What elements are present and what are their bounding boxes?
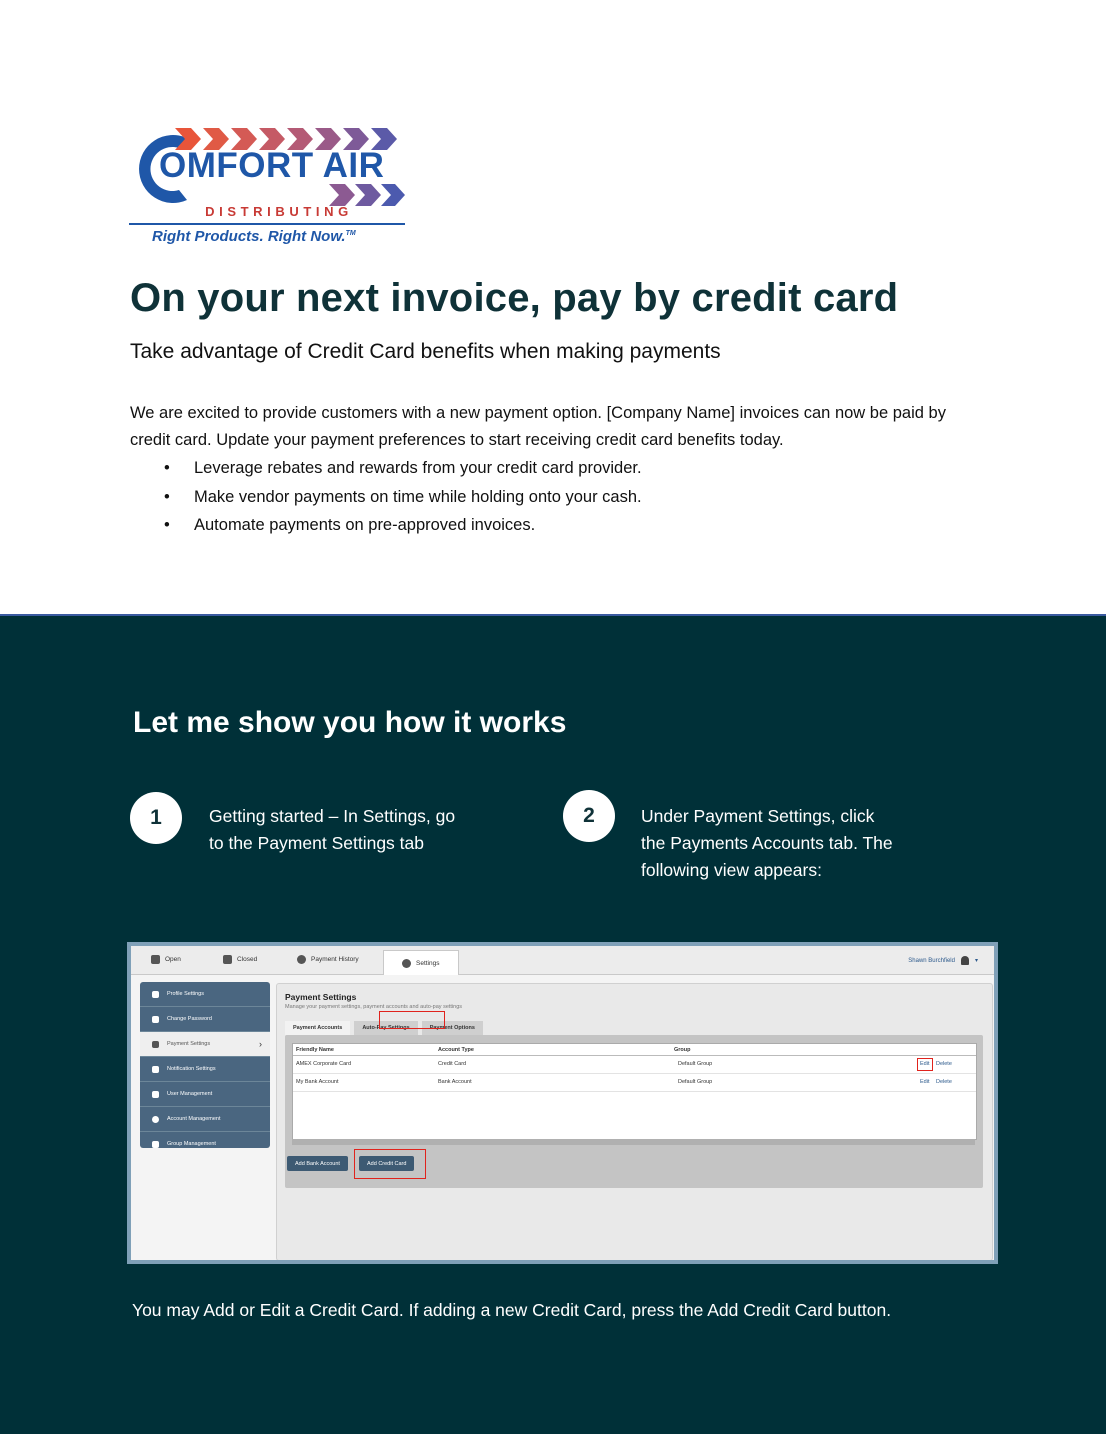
sidebar-item-group-management[interactable] bbox=[140, 1132, 270, 1156]
account-name: AMEX Corporate Card bbox=[296, 1061, 352, 1067]
envelope-icon bbox=[152, 1066, 159, 1073]
table-header bbox=[293, 1044, 976, 1056]
highlight-add-card-box bbox=[354, 1149, 426, 1179]
edit-link[interactable]: Edit bbox=[920, 1061, 930, 1067]
bullet-icon: • bbox=[164, 459, 170, 477]
user-name: Shawn Burchfield bbox=[908, 957, 955, 964]
screenshot-canvas bbox=[131, 946, 994, 1260]
sidebar-item-profile-settings[interactable] bbox=[140, 982, 270, 1007]
edit-link[interactable]: Edit bbox=[920, 1079, 930, 1085]
person-icon bbox=[152, 991, 159, 998]
step-1-line: Getting started – In Settings, go bbox=[209, 806, 456, 826]
sidebar-item-label: Change Password bbox=[167, 1016, 212, 1022]
add-bank-account-button[interactable]: Add Bank Account bbox=[287, 1156, 348, 1171]
tab-closed[interactable] bbox=[223, 955, 257, 964]
column-header: Friendly Name bbox=[296, 1047, 334, 1053]
user-icon bbox=[961, 956, 969, 965]
gear-icon bbox=[402, 959, 411, 968]
sidebar-item-label: Profile Settings bbox=[167, 991, 204, 997]
tab-auto-pay-settings[interactable]: Auto-Pay Settings bbox=[354, 1021, 417, 1035]
page-title: On your next invoice, pay by credit card bbox=[130, 276, 899, 320]
panel-subtitle: Manage your payment settings, payment accounts and auto-pay settings bbox=[285, 1004, 463, 1010]
account-type: Bank Account bbox=[438, 1079, 472, 1085]
step-2-line: following view appears: bbox=[641, 860, 822, 880]
page-subtitle: Take advantage of Credit Card benefits when making payments bbox=[130, 340, 721, 363]
settings-sidebar bbox=[140, 982, 270, 1148]
tab-payment-history[interactable] bbox=[297, 955, 359, 964]
tab-open-label: Open bbox=[165, 956, 181, 963]
benefit-item bbox=[130, 511, 642, 540]
step-1-line: to the Payment Settings tab bbox=[209, 833, 424, 853]
home-icon bbox=[151, 955, 160, 964]
benefits-list bbox=[130, 454, 642, 540]
step-1-number: 1 bbox=[130, 792, 182, 844]
accounts-table bbox=[292, 1043, 977, 1140]
step-2-text bbox=[641, 803, 893, 884]
user-menu[interactable] bbox=[908, 956, 978, 965]
highlight-edit-box bbox=[917, 1058, 933, 1071]
sidebar-item-user-management[interactable] bbox=[140, 1082, 270, 1107]
how-it-works-section bbox=[0, 614, 1106, 1434]
sidebar-item-label: Group Management bbox=[167, 1141, 216, 1147]
section-heading: Let me show you how it works bbox=[133, 706, 567, 739]
table-row bbox=[293, 1056, 976, 1074]
bullet-icon: • bbox=[164, 516, 170, 534]
sidebar-item-account-management[interactable] bbox=[140, 1107, 270, 1132]
card-icon bbox=[152, 1041, 159, 1048]
sidebar-item-label: User Management bbox=[167, 1091, 213, 1097]
column-header: Account Type bbox=[438, 1047, 474, 1053]
table-row bbox=[293, 1074, 976, 1092]
step-2-line: Under Payment Settings, click bbox=[641, 806, 875, 826]
benefit-text: Make vendor payments on time while holding onto your cash. bbox=[194, 487, 642, 506]
benefit-text: Leverage rebates and rewards from your credit card provider. bbox=[194, 459, 642, 477]
step-1-text bbox=[209, 803, 455, 857]
sidebar-item-change-password[interactable] bbox=[140, 1007, 270, 1032]
archive-icon bbox=[223, 955, 232, 964]
tab-payment-history-label: Payment History bbox=[311, 956, 359, 963]
company-logo bbox=[129, 128, 405, 250]
sidebar-item-payment-settings[interactable] bbox=[140, 1032, 270, 1057]
users-icon bbox=[152, 1091, 159, 1098]
tab-settings[interactable] bbox=[383, 950, 459, 975]
tab-open[interactable] bbox=[151, 955, 181, 964]
logo-distributing: DISTRIBUTING bbox=[205, 204, 353, 219]
group-icon bbox=[152, 1141, 159, 1148]
sidebar-item-label: Notification Settings bbox=[167, 1066, 216, 1072]
delete-link[interactable]: Delete bbox=[936, 1079, 952, 1085]
logo-wordmark: OMFORT AIR bbox=[159, 146, 385, 185]
logo-chevrons-bottom bbox=[329, 184, 405, 206]
lock-icon bbox=[152, 1016, 159, 1023]
payment-settings-panel bbox=[276, 983, 993, 1260]
tab-payment-accounts[interactable]: Payment Accounts bbox=[285, 1021, 350, 1035]
table-footer bbox=[292, 1139, 975, 1145]
tab-payment-options[interactable]: Payment Options bbox=[422, 1021, 483, 1035]
caret-down-icon: ▾ bbox=[974, 958, 978, 964]
benefit-text: Automate payments on pre-approved invoices. bbox=[194, 516, 536, 534]
top-navigation bbox=[131, 946, 994, 975]
tab-closed-label: Closed bbox=[237, 956, 258, 963]
step-2-line: the Payments Accounts tab. The bbox=[641, 833, 893, 853]
account-type: Credit Card bbox=[438, 1061, 467, 1067]
payment-settings-screenshot bbox=[127, 942, 998, 1264]
step-2-number: 2 bbox=[563, 790, 615, 842]
account-name: My Bank Account bbox=[296, 1079, 339, 1085]
gear-icon bbox=[152, 1116, 159, 1123]
tagline-text: Right Products. Right Now. bbox=[152, 228, 346, 245]
benefit-item bbox=[130, 454, 642, 483]
bullet-icon: • bbox=[164, 487, 170, 506]
account-group[interactable]: Default Group bbox=[678, 1079, 713, 1085]
sidebar-item-label: Account Management bbox=[167, 1116, 221, 1122]
panel-title: Payment Settings bbox=[285, 992, 357, 1002]
logo-rule bbox=[129, 223, 405, 225]
highlight-tab-box bbox=[379, 1011, 445, 1029]
tab-settings-label: Settings bbox=[416, 959, 440, 967]
column-header: Group bbox=[674, 1047, 691, 1053]
instruction-caption: You may Add or Edit a Credit Card. If adding a new Credit Card, press the Add Credit Card button. bbox=[132, 1300, 892, 1320]
delete-link[interactable]: Delete bbox=[936, 1061, 952, 1067]
trademark-mark: TM bbox=[345, 230, 356, 237]
sidebar-item-notification-settings[interactable] bbox=[140, 1057, 270, 1082]
chevron-right-icon: › bbox=[259, 1039, 262, 1049]
sidebar-item-label: Payment Settings bbox=[167, 1041, 211, 1047]
add-credit-card-button[interactable]: Add Credit Card bbox=[359, 1156, 414, 1171]
logo-tagline bbox=[152, 228, 356, 245]
clock-icon bbox=[297, 955, 306, 964]
account-group[interactable]: Default Group bbox=[678, 1061, 713, 1067]
intro-paragraph: We are excited to provide customers with a new payment option. [Company Name] invoices can now be paid by credit card. Update your payment preferences to start receiving credit card benefits today. bbox=[130, 404, 946, 449]
benefit-item bbox=[130, 483, 642, 512]
